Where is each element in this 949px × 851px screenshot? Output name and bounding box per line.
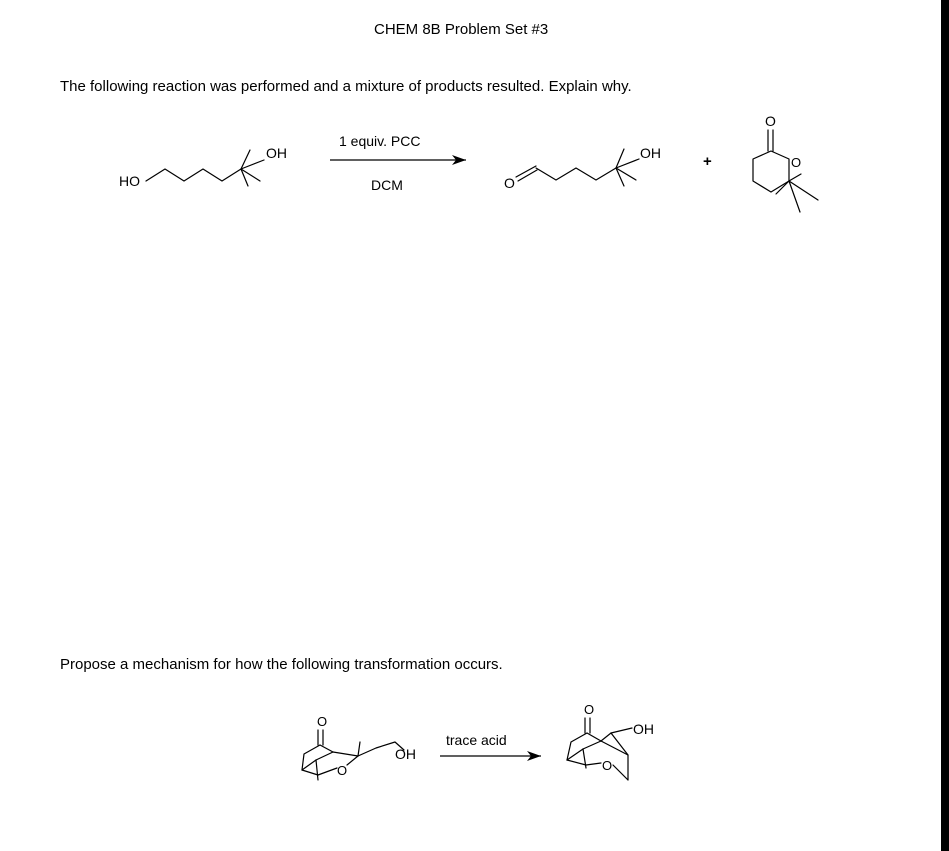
reaction-2-arrow <box>440 751 541 761</box>
start-ring-o-label: O <box>337 763 348 778</box>
start-oh-label: OH <box>395 746 416 762</box>
starting-diol-ho-label: HO <box>119 173 140 189</box>
aldehyde-product-structure <box>504 145 661 191</box>
lactone-product-structure <box>753 113 818 212</box>
product-carbonyl-o-label: O <box>584 702 595 717</box>
reaction-2-reagent: trace acid <box>446 732 507 748</box>
reaction-1-reagent: 1 equiv. PCC <box>339 133 421 149</box>
lactone-carbonyl-o-label: O <box>765 113 776 129</box>
start-carbonyl-o-label: O <box>317 714 328 729</box>
question-1-text: The following reaction was performed and a mixture of products resulted. Explain why. <box>60 78 632 95</box>
aldehyde-o-label: O <box>504 175 515 191</box>
lactone-ring-o-label: O <box>791 155 802 170</box>
plus-sign: + <box>703 153 712 170</box>
starting-acetal-structure <box>302 714 416 780</box>
aldehyde-oh-label: OH <box>640 145 661 161</box>
product-oh-label: OH <box>633 721 654 737</box>
reaction-1-solvent: DCM <box>371 177 403 193</box>
starting-diol-oh-label: OH <box>266 145 287 161</box>
document-title-text: CHEM 8B Problem Set #3 <box>374 21 549 38</box>
question-2-text: Propose a mechanism for how the following transformation occurs. <box>60 656 503 673</box>
starting-diol-structure <box>119 145 287 189</box>
reaction-1-arrow <box>330 155 466 165</box>
product-acetal-structure <box>567 702 654 780</box>
product-ring-o-label: O <box>602 758 613 773</box>
